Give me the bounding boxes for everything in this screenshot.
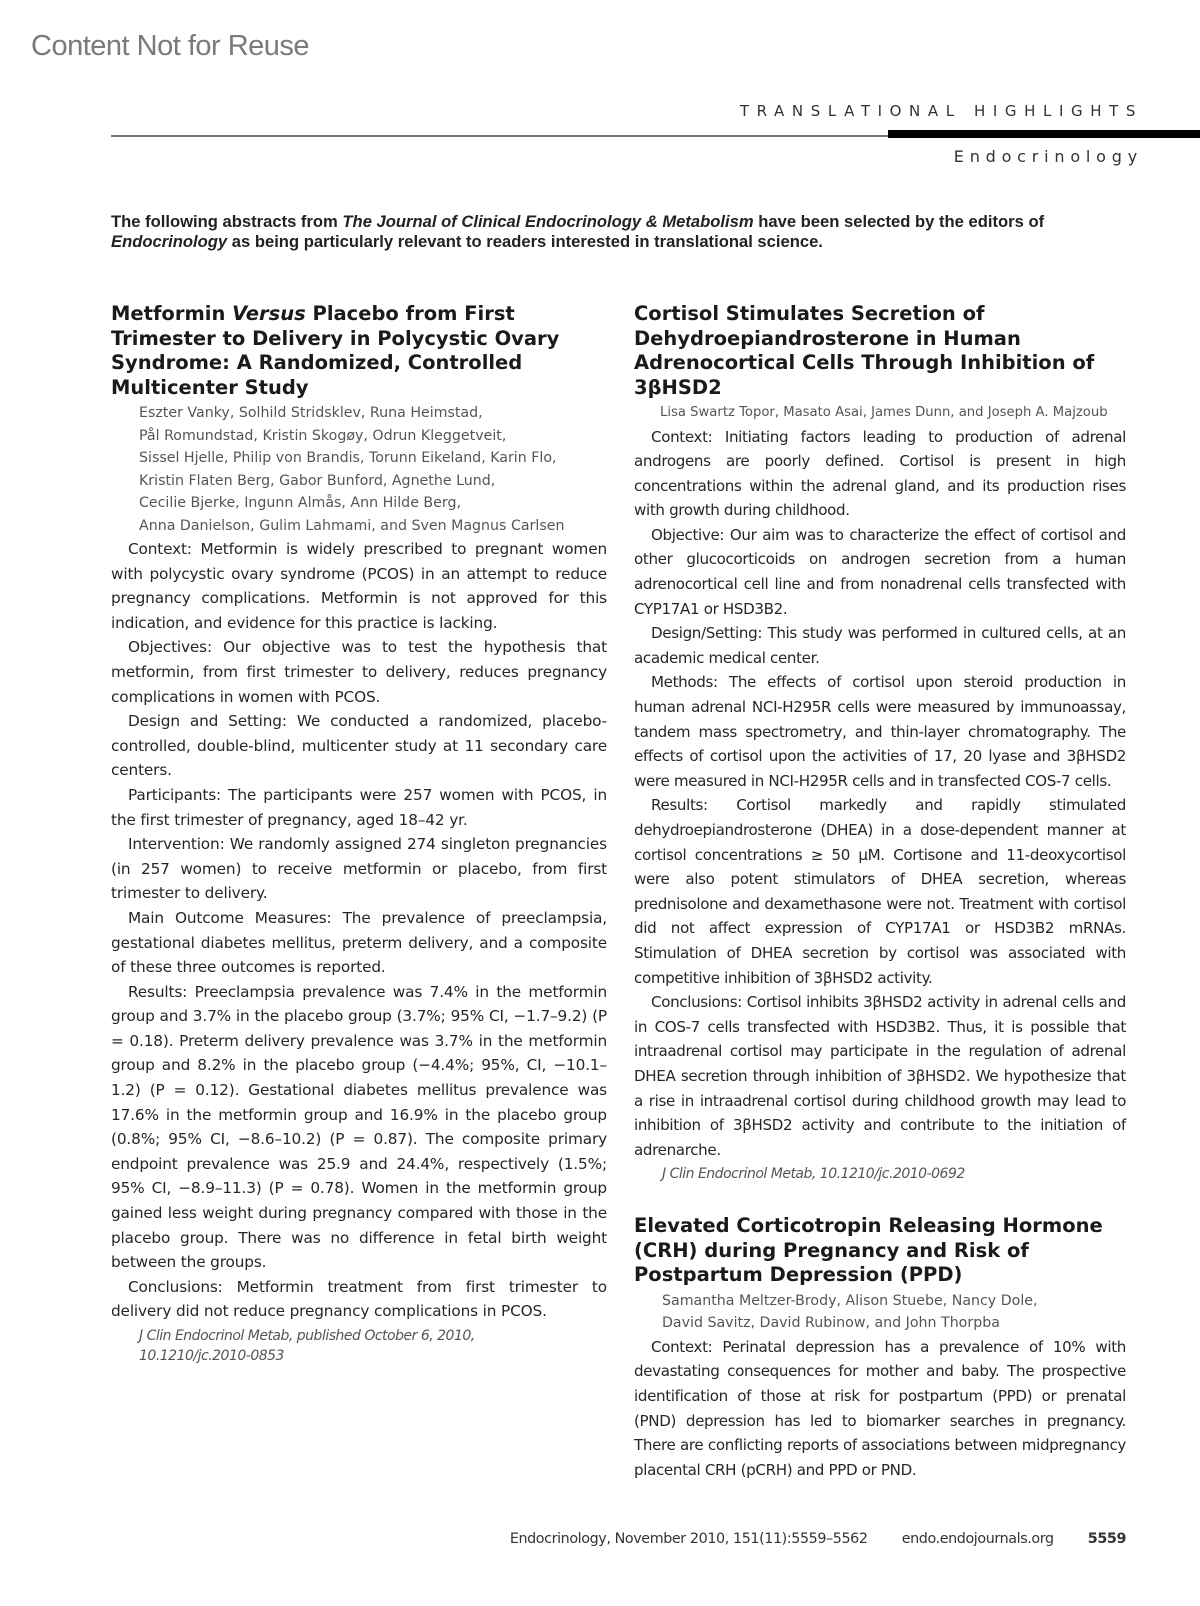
- article-citation: [111, 1326, 607, 1366]
- author-line: David Savitz, David Rubinow, and John Thorpba: [662, 1315, 1000, 1332]
- author-line: Samantha Meltzer-Brody, Alison Stuebe, Nancy Dole,: [662, 1292, 1038, 1309]
- article-spacer: [634, 1184, 1126, 1214]
- abstract-objective: Objective: Our aim was to characterize the effect of cortisol and other glucocorticoids on androgen secretion from a human adrenocortical cell line and from nonadrenal cells transfected with CYP17A1 or HSD3B2.: [634, 525, 1126, 618]
- author-line: Anna Danielson, Gulim Lahmami, and Sven Magnus Carlsen: [139, 517, 565, 534]
- intro-journal-name: The Journal of Clinical Endocrinology & Metabolism: [342, 212, 754, 231]
- title-text: Metformin: [111, 302, 233, 325]
- citation-doi: 10.1210/jc.2010-0853: [139, 1348, 284, 1364]
- article-citation: J Clin Endocrinol Metab, 10.1210/jc.2010-0692: [662, 1166, 965, 1183]
- author-line: Kristin Flaten Berg, Gabor Bunford, Agnethe Lund,: [139, 472, 496, 489]
- footer-citation: Endocrinology, November 2010, 151(11):5559–5562: [509, 1531, 868, 1547]
- abstract-outcome-measures: Main Outcome Measures: The prevalence of preeclampsia, gestational diabetes mellitus, preterm delivery, and a composite of these three outcomes is reported.: [111, 908, 607, 977]
- page-number: 5559: [1087, 1531, 1126, 1547]
- author-line: Lisa Swartz Topor, Masato Asai, James Dunn, and Joseph A. Majzoub: [660, 405, 1108, 420]
- left-column: [111, 302, 607, 1366]
- article-title: Cortisol Stimulates Secretion of Dehydroepiandrosterone in Human Adrenocortical Cells Through Inhibition of 3βHSD2: [634, 302, 1095, 399]
- intro-text: as being particularly relevant to readers interested in translational science.: [227, 232, 823, 251]
- journal-label: Endocrinology: [953, 147, 1143, 166]
- article-authors: [634, 402, 1126, 425]
- abstract-design: Design/Setting: This study was performed in cultured cells, at an academic medical center.: [634, 624, 1126, 667]
- section-label: TRANSLATIONAL HIGHLIGHTS: [739, 102, 1143, 120]
- header-rule-thick: [888, 130, 1200, 138]
- intro-text: have been selected by the editors of: [753, 212, 1045, 231]
- author-line: Eszter Vanky, Solhild Stridsklev, Runa Heimstad,: [139, 405, 483, 421]
- article-title: [111, 302, 607, 400]
- article-crh: [634, 1214, 1126, 1482]
- abstract-conclusions: Conclusions: Metformin treatment from first trimester to delivery did not reduce pregnancy complications in PCOS.: [111, 1277, 607, 1321]
- author-line: Cecilie Bjerke, Ingunn Almås, Ann Hilde Berg,: [139, 495, 461, 511]
- watermark: Content Not for Reuse: [31, 30, 310, 62]
- abstract-design: Design and Setting: We conducted a randomized, placebo-controlled, double-blind, multicenter study at 11 secondary care centers.: [111, 712, 607, 780]
- abstract-conclusions: Conclusions: Cortisol inhibits 3βHSD2 activity in adrenal cells and in COS-7 cells transfected with HSD3B2. Thus, it is possible that intraadrenal cortisol may participate in the regulation of adrenal DHEA secretion through inhibition of 3βHSD2. We hypothesize that a rise in intraadrenal cortisol during childhood growth may lead to inhibition of 3βHSD2 activity and contribute to the initiation of adrenarche.: [634, 993, 1126, 1159]
- abstract-objectives: Objectives: Our objective was to test the hypothesis that metformin, from first trimester to delivery, reduces pregnancy complications in women with PCOS.: [111, 638, 607, 706]
- abstract-context: Context: Perinatal depression has a prevalence of 10% with devastating consequences for mother and baby. The prospective identification of those at risk for postpartum (PPD) or prenatal (PND) depression has led to biomarker searches in pregnancy. There are conflicting reports of associations between midpregnancy placental CRH (pCRH) and PPD or PND.: [634, 1337, 1126, 1479]
- intro-journal-name: Endocrinology: [111, 232, 228, 251]
- abstract-context: Context: Metformin is widely prescribed to pregnant women with polycystic ovary syndrome (PCOS) in an attempt to reduce pregnancy complications. Metformin is not approved for this indication, and evidence for this practice is lacking.: [111, 540, 607, 632]
- intro-text: The following abstracts from: [111, 212, 343, 231]
- intro-statement: [111, 212, 1131, 252]
- article-authors: [634, 1290, 1126, 1335]
- article-metformin: [111, 302, 607, 1366]
- abstract-results: Results: Preeclampsia prevalence was 7.4% in the metformin group and 3.7% in the placebo group (3.7%; 95% CI, −1.7–9.2) (P = 0.18). Preterm delivery prevalence was 3.7% in the metformin group and 8.2% in the placebo group (−4.4%; 95%, CI, −10.1–1.2) (P = 0.12). Gestational diabetes mellitus prevalence was 17.6% in the metformin group and 16.9% in the placebo group (0.8%; 95% CI, −8.6–10.2) (P = 0.87). The composite primary endpoint prevalence was 25.9 and 24.4%, respectively (1.5%; 95% CI, −8.9–11.3) (P = 0.78). Women in the metformin group gained less weight during pregnancy compared with those in the placebo group. There was no difference in fetal birth weight between the groups.: [111, 982, 607, 1272]
- title-text: Placebo from First Trimester to Delivery in Polycystic Ovary Syndrome: A Randomized, Controlled Multicenter Study: [111, 302, 560, 399]
- right-column: [634, 302, 1126, 1482]
- citation-line: J Clin Endocrinol Metab, published October 6, 2010,: [139, 1328, 475, 1344]
- author-line: Sissel Hjelle, Philip von Brandis, Torunn Eikeland, Karin Flo,: [139, 450, 557, 466]
- abstract-results: Results: Cortisol markedly and rapidly stimulated dehydroepiandrosterone (DHEA) in a dose-dependent manner at cortisol concentrations ≥ 50 μM. Cortisone and 11-deoxycortisol were also potent stimulators of DHEA secretion, whereas prednisolone and dexamethasone were not. Treatment with cortisol did not affect expression of CYP17A1 or HSD3B2 mRNAs. Stimulation of DHEA secretion by cortisol was associated with competitive inhibition of 3βHSD2 activity.: [634, 796, 1126, 987]
- abstract-context: Context: Initiating factors leading to production of adrenal androgens are poorly defined. Cortisol is present in high concentrations within the adrenal gland, and its production rises with growth during childhood.: [634, 427, 1126, 520]
- title-italic: Versus: [232, 302, 306, 325]
- article-cortisol: [634, 302, 1126, 1184]
- abstract-methods: Methods: The effects of cortisol upon steroid production in human adrenal NCI-H295R cells were measured by immunoassay, tandem mass spectrometry, and thin-layer chromatography. The effects of cortisol upon the activities of 17, 20 lyase and 3βHSD2 were measured in NCI-H295R cells and in transfected COS-7 cells.: [634, 673, 1126, 790]
- article-authors: [111, 402, 607, 537]
- abstract-intervention: Intervention: We randomly assigned 274 singleton pregnancies (in 257 women) to receive metformin or placebo, from first trimester to delivery.: [111, 835, 607, 903]
- abstract-participants: Participants: The participants were 257 women with PCOS, in the first trimester of pregnancy, aged 18–42 yr.: [111, 785, 607, 829]
- header-rule-thin: [111, 135, 891, 137]
- footer-url: endo.endojournals.org: [901, 1531, 1054, 1547]
- author-line: Pål Romundstad, Kristin Skogøy, Odrun Kleggetveit,: [139, 427, 507, 444]
- page-footer: [510, 1531, 1126, 1547]
- article-title: Elevated Corticotropin Releasing Hormone (CRH) during Pregnancy and Risk of Postpartum Depression (PPD): [634, 1214, 1103, 1287]
